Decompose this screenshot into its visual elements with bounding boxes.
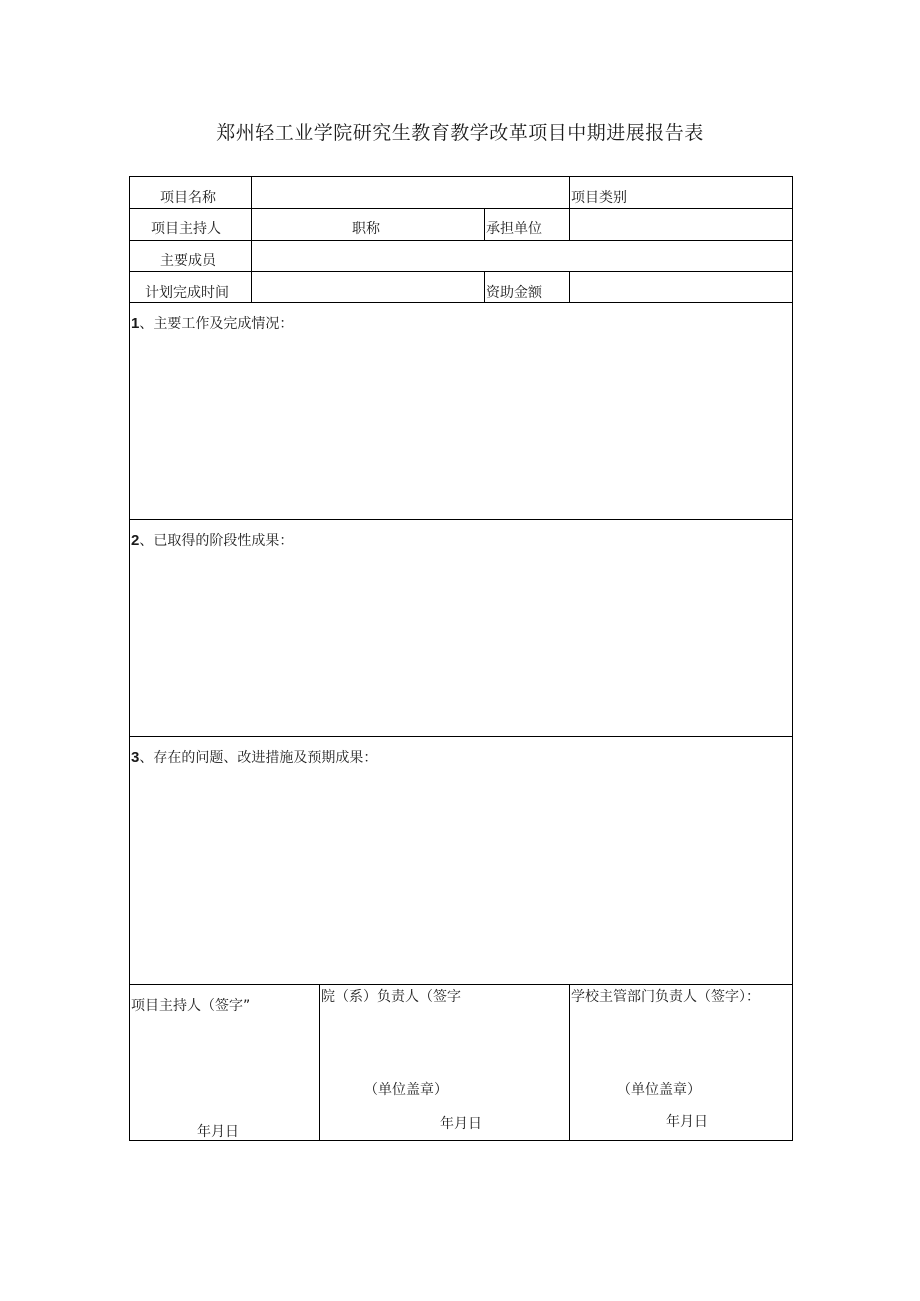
table-border-left (129, 176, 130, 1141)
school-seal-label: （单位盖章） (617, 1082, 701, 1098)
section-1-heading (131, 315, 293, 333)
section-number: 2 (131, 532, 140, 549)
project-category-label: 项目类别 (571, 190, 627, 206)
section-label: 、存在的问题、改进措施及预期成果： (139, 750, 378, 766)
signature-divider (569, 984, 570, 1141)
section-number: 3 (131, 749, 140, 766)
table-border-right (792, 176, 793, 1141)
section-2-heading (131, 532, 293, 550)
row-divider (129, 208, 793, 209)
column-divider (484, 208, 485, 241)
funding-amount-label: 资助金额 (486, 285, 542, 301)
job-title-label: 职称 (352, 221, 380, 237)
project-name-label: 项目名称 (160, 190, 216, 206)
column-divider (569, 208, 570, 241)
department-signature-label: 院（系）负责人（签字 (321, 989, 461, 1005)
column-divider (569, 271, 570, 303)
leader-signature-label: 项目主持人（签字” (131, 998, 251, 1014)
row-divider (129, 271, 793, 272)
planned-completion-label: 计划完成时间 (145, 285, 229, 301)
school-signature-date: 年月日 (666, 1114, 708, 1130)
section-label: 、已取得的阶段性成果： (139, 533, 294, 549)
signature-divider (319, 984, 320, 1141)
column-divider (484, 271, 485, 303)
section-number: 1 (131, 315, 140, 332)
section-3-heading (131, 749, 377, 767)
school-signature-label: 学校主管部门负责人（签字）： (571, 989, 760, 1005)
section-divider (129, 984, 793, 985)
row-divider (129, 302, 793, 303)
project-leader-label: 项目主持人 (151, 221, 221, 237)
department-seal-label: （单位盖章） (364, 1082, 448, 1098)
main-members-label: 主要成员 (160, 253, 216, 269)
department-signature-date: 年月日 (440, 1116, 482, 1132)
leader-signature-date: 年月日 (197, 1124, 239, 1140)
table-border-top (129, 176, 793, 177)
row-divider (129, 240, 793, 241)
section-divider (129, 519, 793, 520)
host-unit-label: 承担单位 (486, 221, 542, 237)
page-title: 郑州轻工业学院研究生教育教学改革项目中期进展报告表 (216, 122, 704, 144)
section-divider (129, 736, 793, 737)
column-divider (569, 176, 570, 209)
section-label: 、主要工作及完成情况： (139, 316, 294, 332)
label-column-divider (251, 176, 252, 303)
